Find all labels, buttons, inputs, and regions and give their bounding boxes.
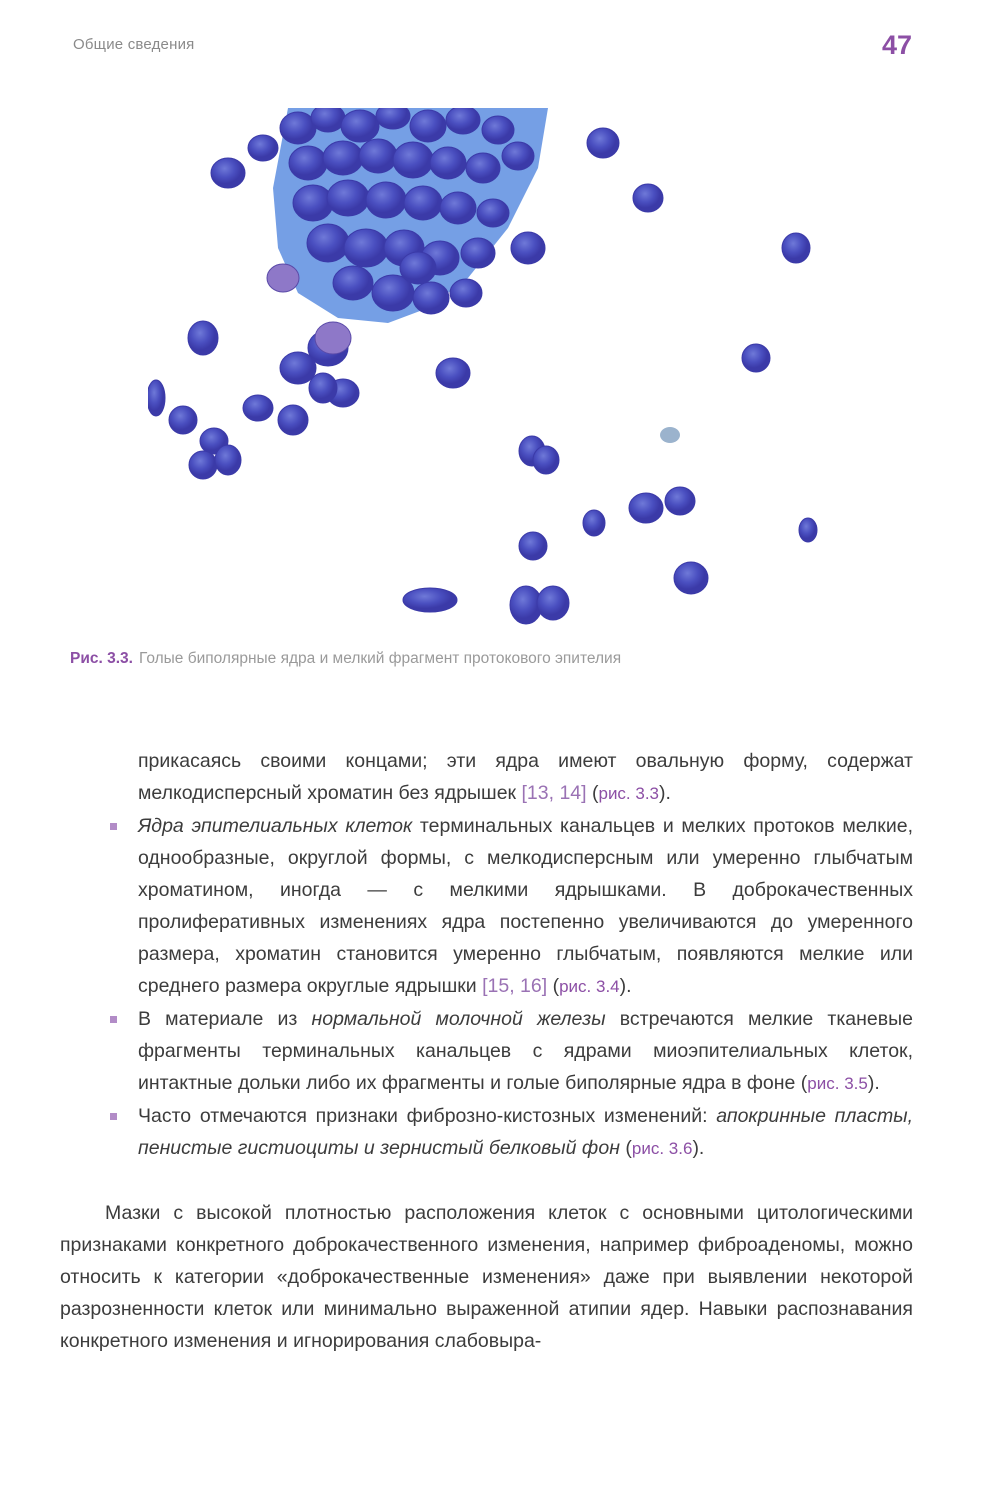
list-item: В материале из нормальной молочной железы встречаются мелкие тканевые фрагменты терминальных канальцев с ядрами миоэпителиальных клеток, интактные дольки либо их фрагменты и голые биполярные ядра в фоне (рис. 3.5).: [138, 1003, 913, 1100]
cell-nucleus: [169, 406, 197, 434]
cell-nucleus: [327, 180, 369, 216]
figure-reference[interactable]: рис. 3.4: [559, 977, 620, 996]
cell-nucleus: [583, 510, 605, 536]
cell-nucleus: [519, 532, 547, 560]
cell-nucleus: [404, 186, 442, 220]
micrograph-image: [148, 108, 828, 633]
cell-nucleus: [466, 153, 500, 183]
reference[interactable]: [13, 14]: [521, 782, 587, 804]
cell-nucleus: [502, 142, 534, 170]
continuation-paragraph: прикасаясь своими концами; эти ядра имеют овальную форму, содержат мелкодисперсный хроматин без ядрышек [13, 14] (рис. 3.3).: [138, 750, 913, 804]
cell-nucleus: [393, 142, 433, 178]
cell-nucleus: [537, 586, 569, 620]
cell-nucleus: [413, 282, 449, 314]
cell-nucleus: [400, 252, 436, 284]
cell-nucleus: [248, 135, 278, 161]
figure-caption: [70, 650, 950, 668]
cell-nucleus: [674, 562, 708, 594]
reference[interactable]: [15, 16]: [482, 975, 548, 997]
cell-nucleus: [450, 279, 482, 307]
cell-nucleus: [211, 158, 245, 188]
cell-nucleus: [366, 182, 406, 218]
cell-nucleus: [188, 321, 218, 355]
cell-nucleus: [511, 232, 545, 264]
cell-nucleus: [311, 108, 345, 132]
cell-nucleus-pale: [267, 264, 299, 292]
cell-nucleus: [280, 352, 316, 384]
cell-nucleus: [307, 224, 349, 262]
micrograph-figure: [148, 108, 828, 633]
bullet-marker: [110, 1016, 117, 1023]
cell-nucleus: [482, 116, 514, 144]
cell-nucleus: [278, 405, 308, 435]
cell-nucleus: [430, 147, 466, 179]
cell-nucleus: [633, 184, 663, 212]
cell-nucleus: [533, 446, 559, 474]
cell-nucleus: [243, 395, 273, 421]
cell-nucleus: [410, 110, 446, 142]
cell-nucleus: [665, 487, 695, 515]
running-head: Общие сведения: [73, 36, 195, 53]
figure-reference[interactable]: рис. 3.3: [598, 784, 660, 803]
cell-nucleus: [436, 358, 470, 388]
cell-nucleus: [309, 373, 337, 403]
bullet-marker: [110, 1113, 117, 1120]
cell-nucleus: [148, 380, 165, 416]
debris-particle: [660, 427, 680, 443]
list-item: Ядра эпителиальных клеток терминальных канальцев и мелких протоков мелкие, однообразные, округлой формы, с мелкодисперсным или умеренно глыбчатым хроматином, иногда — с мелкими ядрышками. В доброкачественных пролиферативных изменениях ядра постепенно увеличиваются до умеренного размера, хроматин становится умеренно глыбчатым, появляются мелкие или среднего размера округлые ядрышки [15, 16] (рис. 3.4).: [138, 810, 913, 1003]
cell-nucleus: [289, 146, 327, 180]
cell-nucleus: [333, 266, 373, 300]
cell-nucleus: [799, 518, 817, 542]
figure-label: Рис. 3.3.: [70, 650, 133, 667]
body-text: [0, 745, 1000, 1357]
main-paragraph: Мазки с высокой плотностью расположения клеток с основными цитологическими признаками конкретного доброкачественного изменения, например фиброаденомы, можно относить к категории «доброкачественные изменения» даже при выявлении некоторой разрозненности клеток или минимально выраженной атипии ядер. Навыки распознавания конкретного изменения и игнорирования слабовыра-: [60, 1202, 913, 1352]
figure-reference[interactable]: рис. 3.5: [807, 1074, 868, 1093]
cell-nucleus: [341, 110, 379, 142]
cell-nucleus: [782, 233, 810, 263]
cell-nucleus: [215, 445, 241, 475]
cell-nucleus: [359, 139, 397, 173]
figure-caption-text: Голые биполярные ядра и мелкий фрагмент протокового эпителия: [138, 650, 622, 667]
cell-nucleus: [629, 493, 663, 523]
cell-nucleus: [440, 192, 476, 224]
cell-nucleus: [403, 588, 457, 612]
figure-reference[interactable]: рис. 3.6: [631, 1139, 693, 1158]
page-number: 47: [881, 30, 912, 60]
cell-nucleus: [323, 141, 363, 175]
cell-nucleus: [742, 344, 770, 372]
cell-nucleus-pale: [315, 322, 351, 354]
list-item: Часто отмечаются признаки фиброзно-кистозных изменений: апокринные пласты, пенистые гистиоциты и зернистый белковый фон (рис. 3.6).: [138, 1100, 913, 1165]
cell-nucleus: [189, 451, 217, 479]
bullet-marker: [110, 823, 117, 830]
cell-nucleus: [587, 128, 619, 158]
cell-nucleus: [461, 238, 495, 268]
cell-nucleus: [344, 229, 388, 267]
cell-nucleus: [293, 185, 333, 221]
cell-nucleus: [477, 199, 509, 227]
cell-nucleus: [376, 108, 410, 129]
cell-nucleus: [446, 108, 480, 134]
